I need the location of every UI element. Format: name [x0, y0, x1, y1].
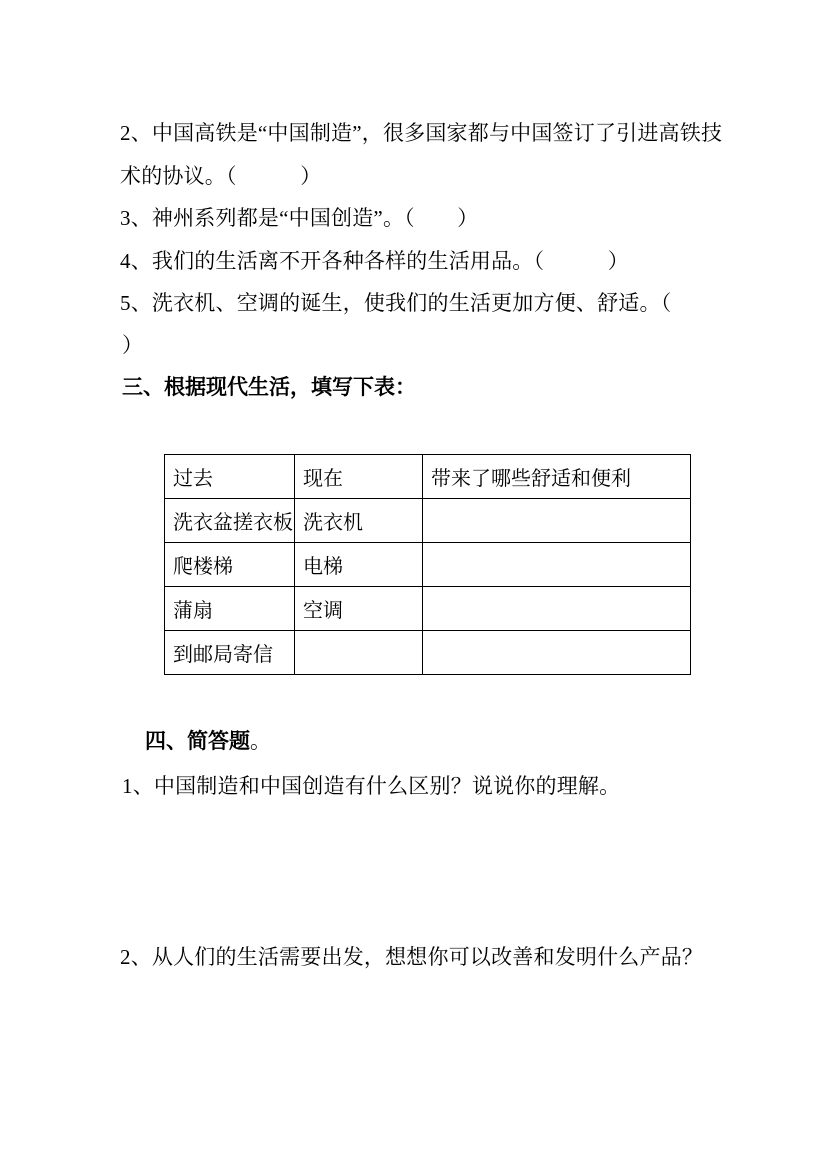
section-3-heading: 三、根据现代生活，填写下表：: [122, 375, 416, 399]
table-row: [165, 499, 691, 543]
table-cell-benefit-blank: [423, 587, 691, 631]
short-answer-question-1: 1、中国制造和中国创造有什么区别？说说你的理解。: [122, 774, 621, 798]
table-row: [165, 543, 691, 587]
table-header-benefit: 带来了哪些舒适和便利: [423, 455, 691, 499]
question-5-line-2: ）: [122, 333, 144, 357]
table-cell-benefit-blank: [423, 631, 691, 675]
question-3: 3、神州系列都是“中国创造”。（ ）: [120, 206, 479, 230]
table-cell-past: 蒲扇: [165, 587, 295, 631]
section-4-heading-period: 。: [250, 729, 271, 753]
short-answer-question-2: 2、从人们的生活需要出发，想想你可以改善和发明什么产品？: [120, 945, 704, 969]
section-4-heading-text: 四、简答题: [145, 729, 250, 753]
question-5-line-1: 5、洗衣机、空调的诞生，使我们的生活更加方便、舒适。（: [120, 291, 672, 315]
table-cell-benefit-blank: [423, 543, 691, 587]
table-row: [165, 587, 691, 631]
fill-in-table: [164, 454, 691, 675]
table-cell-now: 电梯: [295, 543, 423, 587]
table-cell-now-blank: [295, 631, 423, 675]
question-2-line-1: 2、中国高铁是“中国制造”，很多国家都与中国签订了引进高铁技: [120, 121, 723, 145]
table-header-row: [165, 455, 691, 499]
section-4-heading: [145, 729, 271, 754]
table-cell-past: 爬楼梯: [165, 543, 295, 587]
table-header-past: 过去: [165, 455, 295, 499]
table-cell-past: 洗衣盆搓衣板: [165, 499, 295, 543]
table-cell-now: 洗衣机: [295, 499, 423, 543]
table-cell-now: 空调: [295, 587, 423, 631]
table-cell-benefit-blank: [423, 499, 691, 543]
question-2-line-2: 术的协议。（ ）: [120, 164, 322, 188]
table-row: [165, 631, 691, 675]
table-cell-past: 到邮局寄信: [165, 631, 295, 675]
question-4: 4、我们的生活离不开各种各样的生活用品。（ ）: [120, 249, 629, 273]
table-header-now: 现在: [295, 455, 423, 499]
